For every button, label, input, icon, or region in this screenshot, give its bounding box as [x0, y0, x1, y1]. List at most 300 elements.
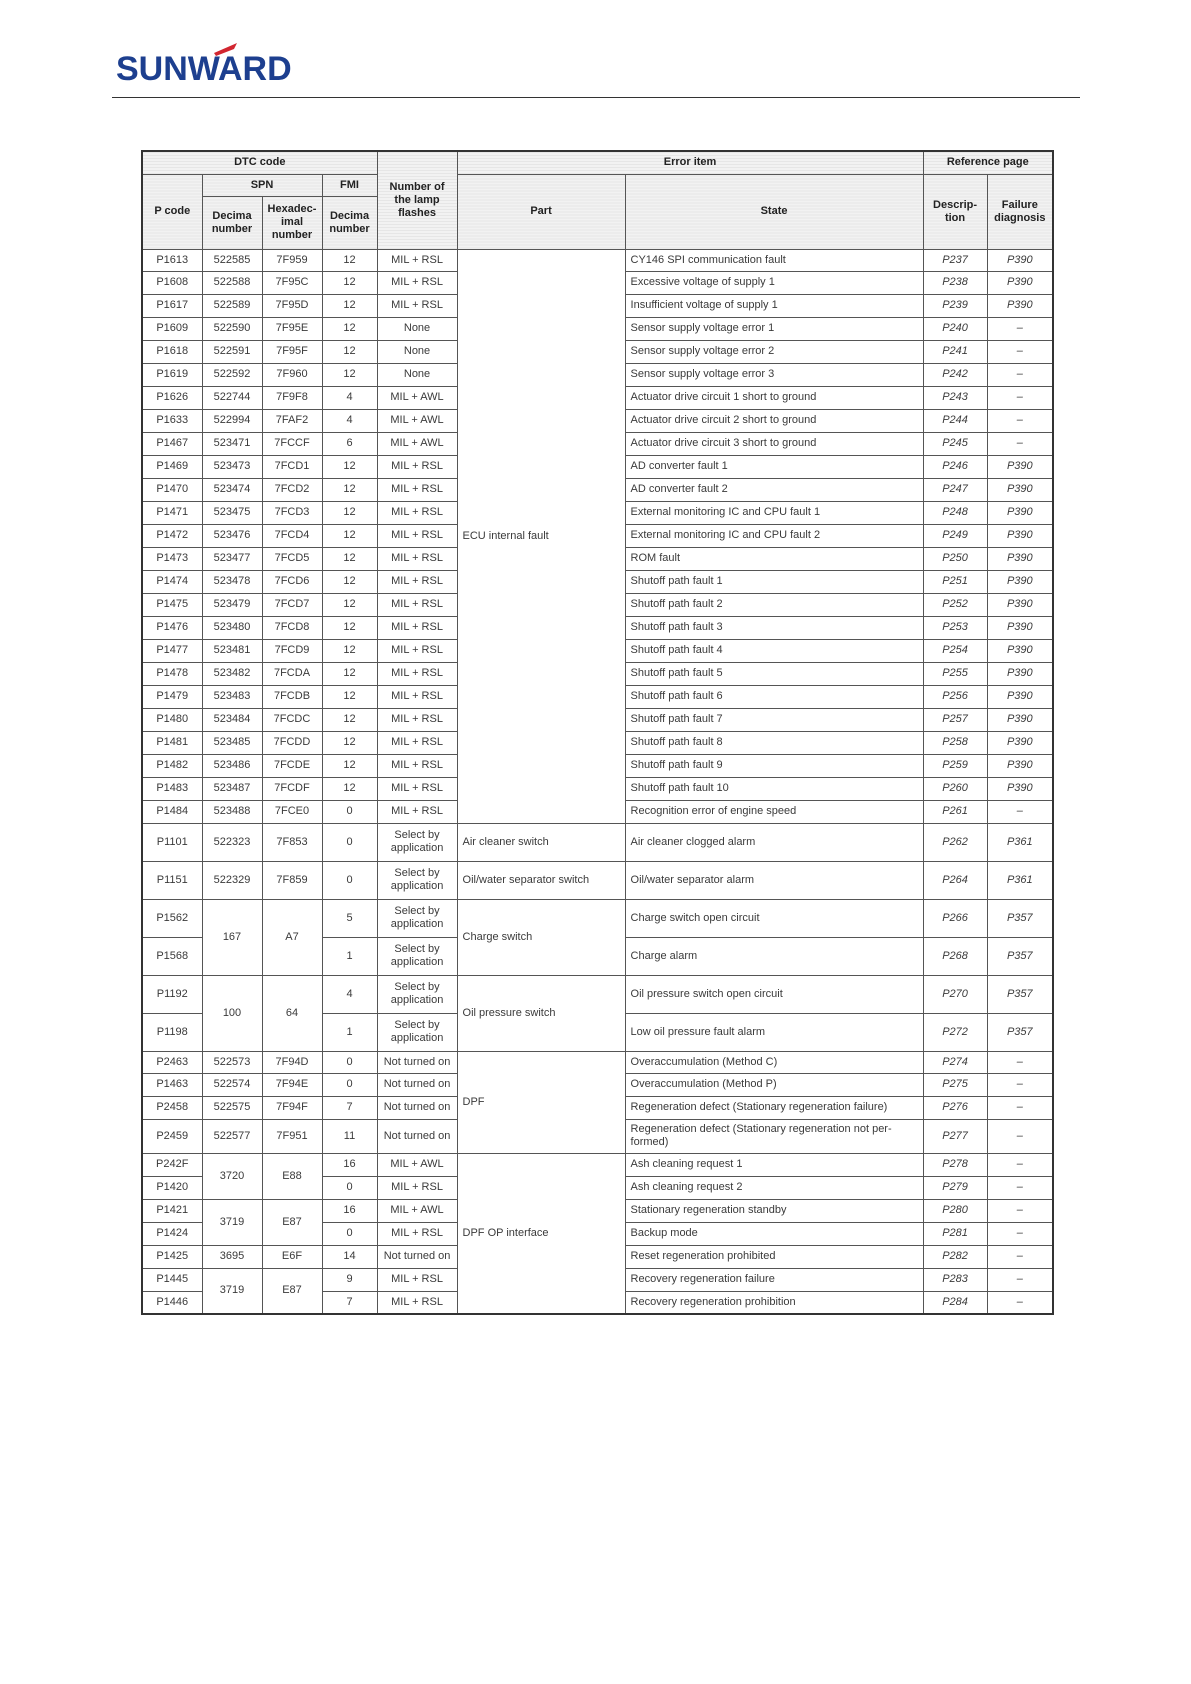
spn-decimal-cell: 523483 — [202, 685, 262, 708]
p-code-cell: P1446 — [142, 1291, 202, 1314]
state-cell: Shutoff path fault 3 — [625, 616, 923, 639]
p-code-cell: P1474 — [142, 570, 202, 593]
fmi-cell: 12 — [322, 777, 377, 800]
fmi-cell: 12 — [322, 501, 377, 524]
lamp-flashes-cell: MIL + RSL — [377, 570, 457, 593]
description-page-cell: P256 — [923, 685, 987, 708]
state-cell: Recovery regeneration prohibition — [625, 1291, 923, 1314]
p-code-cell: P1192 — [142, 975, 202, 1013]
spn-hex-cell: 7F94F — [262, 1096, 322, 1119]
p-code-cell: P1618 — [142, 340, 202, 363]
fmi-cell: 12 — [322, 317, 377, 340]
spn-decimal-cell: 523480 — [202, 616, 262, 639]
spn-hex-cell: 7FCD5 — [262, 547, 322, 570]
spn-hex-cell: 7FCD3 — [262, 501, 322, 524]
spn-decimal-cell: 523479 — [202, 593, 262, 616]
spn-hex-cell: 7FCD6 — [262, 570, 322, 593]
state-cell: Shutoff path fault 8 — [625, 731, 923, 754]
fmi-cell: 12 — [322, 731, 377, 754]
spn-hex-cell: 7F94E — [262, 1073, 322, 1096]
state-cell: Oil pressure switch open circuit — [625, 975, 923, 1013]
description-page-cell: P281 — [923, 1222, 987, 1245]
spn-decimal-cell: 523488 — [202, 800, 262, 823]
p-code-cell: P1478 — [142, 662, 202, 685]
description-page-cell: P239 — [923, 294, 987, 317]
p-code-cell: P1479 — [142, 685, 202, 708]
spn-decimal-cell: 522329 — [202, 861, 262, 899]
lamp-flashes-cell: MIL + RSL — [377, 547, 457, 570]
failure-diagnosis-cell: – — [987, 1268, 1053, 1291]
description-page-cell: P276 — [923, 1096, 987, 1119]
fmi-cell: 0 — [322, 1073, 377, 1096]
spn-hex-cell: 7F94D — [262, 1051, 322, 1073]
lamp-flashes-cell: MIL + RSL — [377, 1222, 457, 1245]
fmi-cell: 16 — [322, 1199, 377, 1222]
table-row — [142, 899, 1053, 937]
fmi-cell: 12 — [322, 570, 377, 593]
fmi-cell: 4 — [322, 975, 377, 1013]
failure-diagnosis-cell: P390 — [987, 501, 1053, 524]
description-page-cell: P270 — [923, 975, 987, 1013]
state-cell: Overaccumulation (Method P) — [625, 1073, 923, 1096]
spn-hex-cell: 7F853 — [262, 823, 322, 861]
fmi-cell: 0 — [322, 861, 377, 899]
p-code-cell: P1101 — [142, 823, 202, 861]
lamp-flashes-cell: MIL + RSL — [377, 455, 457, 478]
spn-decimal-cell: 100 — [202, 975, 262, 1051]
table-row — [142, 975, 1053, 1013]
failure-diagnosis-cell: P390 — [987, 524, 1053, 547]
spn-decimal-cell: 522744 — [202, 386, 262, 409]
lamp-flashes-cell: MIL + RSL — [377, 754, 457, 777]
state-cell: Shutoff path fault 7 — [625, 708, 923, 731]
spn-hex-cell: 7FCDF — [262, 777, 322, 800]
table-row — [142, 1153, 1053, 1176]
failure-diagnosis-cell: P390 — [987, 294, 1053, 317]
table-row — [142, 249, 1053, 271]
lamp-flashes-cell: MIL + RSL — [377, 593, 457, 616]
lamp-flashes-cell: MIL + RSL — [377, 501, 457, 524]
failure-diagnosis-cell: P361 — [987, 823, 1053, 861]
description-page-cell: P268 — [923, 937, 987, 975]
lamp-flashes-cell: Not turned on — [377, 1245, 457, 1268]
p-code-cell: P1613 — [142, 249, 202, 271]
dtc-table — [141, 150, 1054, 1315]
failure-diagnosis-cell: P390 — [987, 547, 1053, 570]
lamp-flashes-cell: Select by application — [377, 899, 457, 937]
description-page-cell: P242 — [923, 363, 987, 386]
part-cell: Charge switch — [457, 899, 625, 975]
p-code-cell: P1481 — [142, 731, 202, 754]
spn-decimal-cell: 522588 — [202, 271, 262, 294]
fmi-cell: 1 — [322, 937, 377, 975]
state-cell: Actuator drive circuit 3 short to ground — [625, 432, 923, 455]
state-cell: Ash cleaning request 2 — [625, 1176, 923, 1199]
state-cell: Sensor supply voltage error 1 — [625, 317, 923, 340]
description-page-cell: P251 — [923, 570, 987, 593]
state-cell: Charge alarm — [625, 937, 923, 975]
spn-hex-cell: 64 — [262, 975, 322, 1051]
sunward-logo — [116, 40, 306, 86]
spn-decimal-cell: 523485 — [202, 731, 262, 754]
state-cell: Excessive voltage of supply 1 — [625, 271, 923, 294]
failure-diagnosis-cell: P390 — [987, 639, 1053, 662]
fmi-cell: 11 — [322, 1119, 377, 1153]
spn-hex-cell: 7F95E — [262, 317, 322, 340]
p-code-cell: P1420 — [142, 1176, 202, 1199]
failure-diagnosis-cell: P390 — [987, 478, 1053, 501]
p-code-cell: P1626 — [142, 386, 202, 409]
state-cell: Recognition error of engine speed — [625, 800, 923, 823]
p-code-cell: P1470 — [142, 478, 202, 501]
spn-hex-cell: 7FAF2 — [262, 409, 322, 432]
description-page-cell: P259 — [923, 754, 987, 777]
fmi-cell: 12 — [322, 616, 377, 639]
header-error-item: Error item — [457, 151, 923, 174]
spn-hex-cell: 7F960 — [262, 363, 322, 386]
description-page-cell: P257 — [923, 708, 987, 731]
description-page-cell: P272 — [923, 1013, 987, 1051]
failure-diagnosis-cell: P390 — [987, 685, 1053, 708]
state-cell: Backup mode — [625, 1222, 923, 1245]
spn-hex-cell: 7F95D — [262, 294, 322, 317]
p-code-cell: P1484 — [142, 800, 202, 823]
spn-decimal-cell: 3720 — [202, 1153, 262, 1199]
lamp-flashes-cell: MIL + RSL — [377, 524, 457, 547]
lamp-flashes-cell: MIL + RSL — [377, 708, 457, 731]
spn-decimal-cell: 522585 — [202, 249, 262, 271]
spn-decimal-cell: 523481 — [202, 639, 262, 662]
fmi-cell: 12 — [322, 524, 377, 547]
header-rule — [112, 97, 1080, 98]
part-cell: DPF OP interface — [457, 1153, 625, 1314]
spn-decimal-cell: 522591 — [202, 340, 262, 363]
header-spn: SPN — [202, 174, 322, 196]
failure-diagnosis-cell: P390 — [987, 455, 1053, 478]
fmi-cell: 1 — [322, 1013, 377, 1051]
spn-decimal-cell: 522577 — [202, 1119, 262, 1153]
fmi-cell: 5 — [322, 899, 377, 937]
description-page-cell: P255 — [923, 662, 987, 685]
spn-hex-cell: 7FCDA — [262, 662, 322, 685]
p-code-cell: P2459 — [142, 1119, 202, 1153]
lamp-flashes-cell: MIL + RSL — [377, 777, 457, 800]
spn-hex-cell: 7F951 — [262, 1119, 322, 1153]
failure-diagnosis-cell: – — [987, 1245, 1053, 1268]
lamp-flashes-cell: MIL + RSL — [377, 1176, 457, 1199]
failure-diagnosis-cell: – — [987, 317, 1053, 340]
spn-hex-cell: 7FCD1 — [262, 455, 322, 478]
lamp-flashes-cell: MIL + RSL — [377, 478, 457, 501]
state-cell: Shutoff path fault 9 — [625, 754, 923, 777]
spn-hex-cell: 7F859 — [262, 861, 322, 899]
description-page-cell: P245 — [923, 432, 987, 455]
lamp-flashes-cell: Not turned on — [377, 1073, 457, 1096]
failure-diagnosis-cell: – — [987, 363, 1053, 386]
lamp-flashes-cell: MIL + RSL — [377, 662, 457, 685]
p-code-cell: P1424 — [142, 1222, 202, 1245]
spn-decimal-cell: 3719 — [202, 1199, 262, 1245]
spn-decimal-cell: 523475 — [202, 501, 262, 524]
failure-diagnosis-cell: P390 — [987, 271, 1053, 294]
p-code-cell: P1617 — [142, 294, 202, 317]
header-fmi-decimal: Decima number — [322, 196, 377, 249]
p-code-cell: P1421 — [142, 1199, 202, 1222]
header-spn-decimal: Decima number — [202, 196, 262, 249]
description-page-cell: P238 — [923, 271, 987, 294]
failure-diagnosis-cell: P390 — [987, 777, 1053, 800]
part-cell: Oil/water separator switch — [457, 861, 625, 899]
fmi-cell: 0 — [322, 1176, 377, 1199]
spn-hex-cell: 7FCCF — [262, 432, 322, 455]
lamp-flashes-cell: MIL + RSL — [377, 616, 457, 639]
lamp-flashes-cell: None — [377, 317, 457, 340]
spn-decimal-cell: 523476 — [202, 524, 262, 547]
spn-hex-cell: 7F9F8 — [262, 386, 322, 409]
failure-diagnosis-cell: P357 — [987, 937, 1053, 975]
lamp-flashes-cell: Select by application — [377, 1013, 457, 1051]
description-page-cell: P274 — [923, 1051, 987, 1073]
spn-hex-cell: A7 — [262, 899, 322, 975]
description-page-cell: P258 — [923, 731, 987, 754]
description-page-cell: P247 — [923, 478, 987, 501]
p-code-cell: P1469 — [142, 455, 202, 478]
lamp-flashes-cell: MIL + AWL — [377, 386, 457, 409]
fmi-cell: 9 — [322, 1268, 377, 1291]
p-code-cell: P1471 — [142, 501, 202, 524]
p-code-cell: P1467 — [142, 432, 202, 455]
lamp-flashes-cell: MIL + AWL — [377, 432, 457, 455]
fmi-cell: 14 — [322, 1245, 377, 1268]
description-page-cell: P241 — [923, 340, 987, 363]
p-code-cell: P1562 — [142, 899, 202, 937]
description-page-cell: P284 — [923, 1291, 987, 1314]
failure-diagnosis-cell: P390 — [987, 570, 1053, 593]
failure-diagnosis-cell: – — [987, 1073, 1053, 1096]
state-cell: Charge switch open circuit — [625, 899, 923, 937]
description-page-cell: P244 — [923, 409, 987, 432]
state-cell: Overaccumulation (Method C) — [625, 1051, 923, 1073]
fmi-cell: 12 — [322, 271, 377, 294]
failure-diagnosis-cell: P390 — [987, 708, 1053, 731]
state-cell: AD converter fault 2 — [625, 478, 923, 501]
spn-decimal-cell: 523478 — [202, 570, 262, 593]
lamp-flashes-cell: MIL + RSL — [377, 800, 457, 823]
lamp-flashes-cell: MIL + RSL — [377, 1291, 457, 1314]
p-code-cell: P1151 — [142, 861, 202, 899]
lamp-flashes-cell: None — [377, 363, 457, 386]
spn-decimal-cell: 523474 — [202, 478, 262, 501]
p-code-cell: P242F — [142, 1153, 202, 1176]
spn-hex-cell: 7F95F — [262, 340, 322, 363]
p-code-cell: P1425 — [142, 1245, 202, 1268]
lamp-flashes-cell: MIL + AWL — [377, 409, 457, 432]
state-cell: Oil/water separator alarm — [625, 861, 923, 899]
fmi-cell: 4 — [322, 386, 377, 409]
spn-hex-cell: 7F95C — [262, 271, 322, 294]
description-page-cell: P249 — [923, 524, 987, 547]
failure-diagnosis-cell: P357 — [987, 1013, 1053, 1051]
spn-decimal-cell: 523471 — [202, 432, 262, 455]
header-fmi: FMI — [322, 174, 377, 196]
fmi-cell: 12 — [322, 662, 377, 685]
part-cell: DPF — [457, 1051, 625, 1153]
spn-hex-cell: 7FCD8 — [262, 616, 322, 639]
spn-decimal-cell: 522574 — [202, 1073, 262, 1096]
p-code-cell: P1476 — [142, 616, 202, 639]
spn-decimal-cell: 522592 — [202, 363, 262, 386]
failure-diagnosis-cell: P390 — [987, 249, 1053, 271]
svg-text:SUNWARD: SUNWARD — [116, 50, 292, 86]
part-cell: Oil pressure switch — [457, 975, 625, 1051]
state-cell: ROM fault — [625, 547, 923, 570]
failure-diagnosis-cell: P361 — [987, 861, 1053, 899]
failure-diagnosis-cell: P390 — [987, 662, 1053, 685]
failure-diagnosis-cell: – — [987, 386, 1053, 409]
state-cell: Shutoff path fault 2 — [625, 593, 923, 616]
state-cell: Low oil pressure fault alarm — [625, 1013, 923, 1051]
spn-decimal-cell: 522589 — [202, 294, 262, 317]
description-page-cell: P278 — [923, 1153, 987, 1176]
lamp-flashes-cell: Select by application — [377, 975, 457, 1013]
fmi-cell: 12 — [322, 639, 377, 662]
table-row — [142, 823, 1053, 861]
header-reference-page: Reference page — [923, 151, 1053, 174]
spn-decimal-cell: 3719 — [202, 1268, 262, 1314]
lamp-flashes-cell: MIL + RSL — [377, 271, 457, 294]
spn-hex-cell: 7FCDC — [262, 708, 322, 731]
failure-diagnosis-cell: – — [987, 1176, 1053, 1199]
spn-decimal-cell: 523487 — [202, 777, 262, 800]
lamp-flashes-cell: MIL + RSL — [377, 294, 457, 317]
state-cell: Actuator drive circuit 2 short to ground — [625, 409, 923, 432]
fmi-cell: 7 — [322, 1291, 377, 1314]
state-cell: Recovery regeneration failure — [625, 1268, 923, 1291]
state-cell: Sensor supply voltage error 3 — [625, 363, 923, 386]
p-code-cell: P1482 — [142, 754, 202, 777]
description-page-cell: P253 — [923, 616, 987, 639]
state-cell: Ash cleaning request 1 — [625, 1153, 923, 1176]
spn-hex-cell: 7FCD7 — [262, 593, 322, 616]
state-cell: CY146 SPI communication fault — [625, 249, 923, 271]
lamp-flashes-cell: Not turned on — [377, 1119, 457, 1153]
spn-decimal-cell: 523477 — [202, 547, 262, 570]
header-spn-hex: Hexadec-imal number — [262, 196, 322, 249]
spn-decimal-cell: 522573 — [202, 1051, 262, 1073]
description-page-cell: P264 — [923, 861, 987, 899]
fmi-cell: 12 — [322, 340, 377, 363]
lamp-flashes-cell: Not turned on — [377, 1096, 457, 1119]
lamp-flashes-cell: MIL + RSL — [377, 1268, 457, 1291]
description-page-cell: P261 — [923, 800, 987, 823]
fmi-cell: 12 — [322, 685, 377, 708]
failure-diagnosis-cell: – — [987, 1291, 1053, 1314]
table-row — [142, 861, 1053, 899]
spn-decimal-cell: 3695 — [202, 1245, 262, 1268]
state-cell: External monitoring IC and CPU fault 1 — [625, 501, 923, 524]
fmi-cell: 0 — [322, 1222, 377, 1245]
spn-hex-cell: 7FCDB — [262, 685, 322, 708]
p-code-cell: P1608 — [142, 271, 202, 294]
p-code-cell: P2463 — [142, 1051, 202, 1073]
state-cell: Shutoff path fault 6 — [625, 685, 923, 708]
failure-diagnosis-cell: – — [987, 1096, 1053, 1119]
state-cell: Shutoff path fault 10 — [625, 777, 923, 800]
fmi-cell: 4 — [322, 409, 377, 432]
p-code-cell: P1609 — [142, 317, 202, 340]
fmi-cell: 12 — [322, 708, 377, 731]
description-page-cell: P248 — [923, 501, 987, 524]
failure-diagnosis-cell: – — [987, 1199, 1053, 1222]
state-cell: Regeneration defect (Stationary regeneration not per-formed) — [625, 1119, 923, 1153]
description-page-cell: P282 — [923, 1245, 987, 1268]
fmi-cell: 12 — [322, 547, 377, 570]
spn-hex-cell: 7FCD4 — [262, 524, 322, 547]
header-dtc-code: DTC code — [142, 151, 377, 174]
failure-diagnosis-cell: – — [987, 1051, 1053, 1073]
state-cell: Shutoff path fault 5 — [625, 662, 923, 685]
header-failure-diagnosis: Failure diagnosis — [987, 174, 1053, 249]
spn-hex-cell: 7F959 — [262, 249, 322, 271]
failure-diagnosis-cell: – — [987, 1222, 1053, 1245]
failure-diagnosis-cell: – — [987, 432, 1053, 455]
spn-decimal-cell: 523482 — [202, 662, 262, 685]
fmi-cell: 12 — [322, 294, 377, 317]
lamp-flashes-cell: MIL + RSL — [377, 685, 457, 708]
description-page-cell: P283 — [923, 1268, 987, 1291]
p-code-cell: P1568 — [142, 937, 202, 975]
failure-diagnosis-cell: P357 — [987, 899, 1053, 937]
p-code-cell: P1483 — [142, 777, 202, 800]
spn-hex-cell: E87 — [262, 1268, 322, 1314]
header-p-code: P code — [142, 174, 202, 249]
spn-hex-cell: 7FCD9 — [262, 639, 322, 662]
fmi-cell: 0 — [322, 823, 377, 861]
p-code-cell: P1475 — [142, 593, 202, 616]
lamp-flashes-cell: Select by application — [377, 861, 457, 899]
state-cell: External monitoring IC and CPU fault 2 — [625, 524, 923, 547]
failure-diagnosis-cell: – — [987, 1153, 1053, 1176]
spn-hex-cell: E88 — [262, 1153, 322, 1199]
lamp-flashes-cell: MIL + RSL — [377, 639, 457, 662]
p-code-cell: P1633 — [142, 409, 202, 432]
description-page-cell: P266 — [923, 899, 987, 937]
failure-diagnosis-cell: P390 — [987, 754, 1053, 777]
state-cell: Sensor supply voltage error 2 — [625, 340, 923, 363]
failure-diagnosis-cell: – — [987, 800, 1053, 823]
part-cell: ECU internal fault — [457, 249, 625, 823]
spn-decimal-cell: 523486 — [202, 754, 262, 777]
spn-decimal-cell: 523473 — [202, 455, 262, 478]
p-code-cell: P2458 — [142, 1096, 202, 1119]
spn-decimal-cell: 523484 — [202, 708, 262, 731]
part-cell: Air cleaner switch — [457, 823, 625, 861]
spn-hex-cell: 7FCDD — [262, 731, 322, 754]
spn-decimal-cell: 522323 — [202, 823, 262, 861]
table-row — [142, 1051, 1053, 1073]
failure-diagnosis-cell: P390 — [987, 616, 1053, 639]
p-code-cell: P1480 — [142, 708, 202, 731]
spn-hex-cell: E6F — [262, 1245, 322, 1268]
fmi-cell: 0 — [322, 1051, 377, 1073]
failure-diagnosis-cell: P390 — [987, 731, 1053, 754]
lamp-flashes-cell: MIL + RSL — [377, 249, 457, 271]
description-page-cell: P279 — [923, 1176, 987, 1199]
spn-decimal-cell: 522575 — [202, 1096, 262, 1119]
description-page-cell: P250 — [923, 547, 987, 570]
p-code-cell: P1477 — [142, 639, 202, 662]
fmi-cell: 12 — [322, 455, 377, 478]
